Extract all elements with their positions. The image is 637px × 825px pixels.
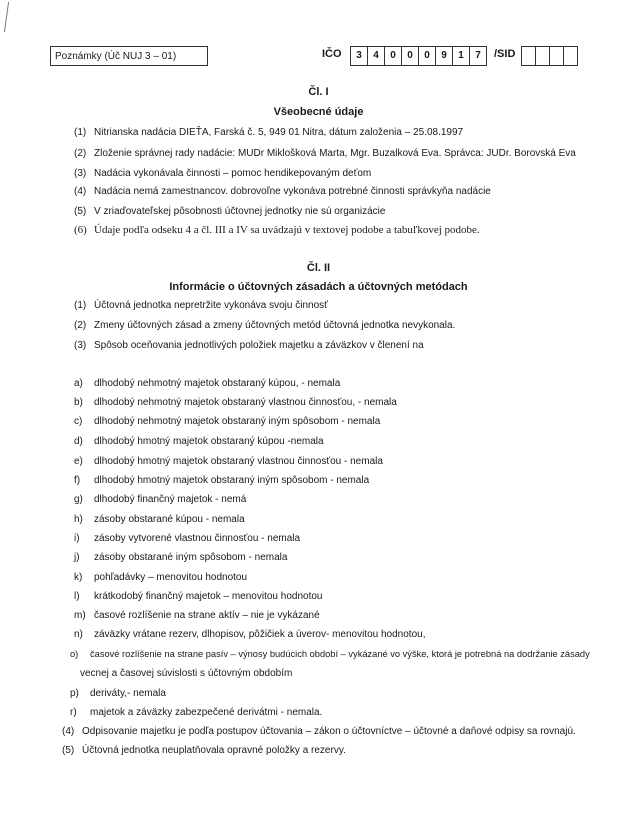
s2-item-1 bbox=[74, 300, 328, 311]
subitem-letter: e) bbox=[74, 456, 83, 467]
ico-label: IČO bbox=[322, 48, 342, 60]
s2-subitem-b bbox=[74, 397, 397, 408]
s2-subitem-j bbox=[74, 552, 287, 563]
chapter-1-heading: Čl. I bbox=[308, 86, 329, 98]
sid-cell bbox=[521, 46, 536, 66]
s2-subitem-g bbox=[74, 494, 246, 505]
subitem-text: zásoby obstarané kúpou - nemala bbox=[94, 514, 245, 525]
ico-digit: 4 bbox=[367, 46, 385, 66]
s2-item-2 bbox=[74, 320, 455, 331]
subitem-text: dlhodobý hmotný majetok obstaraný vlastnou činnosťou - nemala bbox=[94, 456, 383, 467]
s2-subitem-k bbox=[74, 572, 247, 583]
item-number: (2) bbox=[74, 148, 87, 159]
subitem-text: dlhodobý nehmotný majetok obstaraný vlastnou činnosťou, - nemala bbox=[94, 397, 397, 408]
s1-item-5 bbox=[74, 206, 385, 217]
subitem-letter: l) bbox=[74, 591, 80, 602]
subitem-letter: a) bbox=[74, 378, 83, 389]
subitem-letter: j) bbox=[74, 552, 80, 563]
ico-digit: 7 bbox=[469, 46, 487, 66]
item-number: (3) bbox=[74, 340, 87, 351]
subitem-text: deriváty,- nemala bbox=[90, 688, 166, 699]
subitem-text: časové rozlíšenie na strane pasív – výnosy budúcich období – vykázané vo výške, ktorá je potrebná na dodržanie zásady bbox=[90, 649, 590, 659]
item-text: Spôsob oceňovania jednotlivých položiek majetku a záväzkov v členení na bbox=[94, 340, 424, 351]
s1-item-1 bbox=[74, 127, 463, 138]
item-number: (3) bbox=[74, 168, 87, 179]
scan-corner-mark bbox=[4, 2, 15, 32]
subitem-text: dlhodobý nehmotný majetok obstaraný kúpou, - nemala bbox=[94, 378, 341, 389]
item-text: Zloženie správnej rady nadácie: MUDr Miklošková Marta, Mgr. Buzalková Eva. Správca: JUDr. Borovská Eva bbox=[94, 148, 576, 159]
ico-digit: 0 bbox=[401, 46, 419, 66]
subitem-text: záväzky vrátane rezerv, dlhopisov, pôžičiek a úverov- menovitou hodnotou, bbox=[94, 629, 426, 640]
subitem-text: krátkodobý finančný majetok – menovitou hodnotou bbox=[94, 591, 323, 602]
ico-cells bbox=[350, 46, 486, 66]
ico-digit: 3 bbox=[350, 46, 368, 66]
item-text: Zmeny účtovných zásad a zmeny účtovných metód účtovná jednotka nevykonala. bbox=[94, 320, 456, 331]
s2-item-4 bbox=[62, 726, 576, 737]
item-number: (5) bbox=[74, 206, 87, 217]
item-text: Nitrianska nadácia DIEŤA, Farská č. 5, 949 01 Nitra, dátum založenia – 25.08.1997 bbox=[94, 127, 464, 138]
s2-subitem-f bbox=[74, 475, 369, 486]
sid-cell bbox=[563, 46, 578, 66]
subitem-text: pohľadávky – menovitou hodnotou bbox=[94, 572, 248, 583]
item-text: Účtovná jednotka nepretržite vykonáva svoju činnosť bbox=[94, 300, 328, 311]
subitem-letter: i) bbox=[74, 533, 80, 544]
sid-label: /SID bbox=[494, 48, 516, 60]
subitem-letter: f) bbox=[74, 475, 81, 486]
s2-subitem-c bbox=[74, 416, 380, 427]
subitem-text: majetok a záväzky zabezpečené derivátmi - nemala. bbox=[90, 707, 323, 718]
item-number: (4) bbox=[74, 186, 87, 197]
s2-subitem-o-continuation bbox=[80, 668, 292, 679]
subitem-letter: r) bbox=[70, 707, 77, 718]
s2-subitem-h bbox=[74, 514, 245, 525]
s2-item-5 bbox=[62, 745, 346, 756]
form-label-box: Poznámky (Úč NUJ 3 – 01) bbox=[50, 46, 208, 66]
s2-subitem-d bbox=[74, 436, 324, 447]
sid-cell bbox=[535, 46, 550, 66]
s1-item-4 bbox=[74, 186, 491, 197]
s2-subitem-p bbox=[70, 688, 166, 699]
ico-digit: 9 bbox=[435, 46, 453, 66]
subitem-letter: g) bbox=[74, 494, 83, 505]
ico-digit: 1 bbox=[452, 46, 470, 66]
subitem-letter: h) bbox=[74, 514, 83, 525]
item-text: Odpisovanie majetku je podľa postupov účtovania – zákon o účtovníctve – účtovné a daňové odpisy sa rovnajú. bbox=[82, 726, 576, 737]
item-number: (1) bbox=[74, 300, 87, 311]
item-text: Nadácia nemá zamestnancov. dobrovoľne vykonáva potrebné činnosti správkyňa nadácie bbox=[94, 186, 491, 197]
item-number: (5) bbox=[62, 745, 75, 756]
chapter-2-title: Informácie o účtovných zásadách a účtovných metódach bbox=[169, 281, 468, 293]
s2-subitem-i bbox=[74, 533, 300, 544]
subitem-letter: k) bbox=[74, 572, 83, 583]
item-text: V zriaďovateľskej pôsobnosti účtovnej jednotky nie sú organizácie bbox=[94, 206, 386, 217]
sid-cell bbox=[549, 46, 564, 66]
subitem-text: dlhodobý finančný majetok - nemá bbox=[94, 494, 247, 505]
s2-subitem-a bbox=[74, 378, 340, 389]
s2-subitem-m bbox=[74, 610, 320, 621]
subitem-text: zásoby obstarané iným spôsobom - nemala bbox=[94, 552, 288, 563]
sid-cells bbox=[521, 46, 577, 66]
subitem-letter: m) bbox=[74, 610, 86, 621]
s1-item-6 bbox=[74, 224, 480, 236]
item-number: (2) bbox=[74, 320, 87, 331]
subitem-letter: c) bbox=[74, 416, 83, 427]
s2-subitem-r bbox=[70, 707, 322, 718]
subitem-text: dlhodobý hmotný majetok obstaraný kúpou -nemala bbox=[94, 436, 324, 447]
s2-subitem-n bbox=[74, 629, 425, 640]
s2-subitem-e bbox=[74, 456, 383, 467]
subitem-text: vecnej a časovej súvislosti s účtovným obdobím bbox=[80, 668, 293, 679]
subitem-letter: o) bbox=[70, 649, 79, 659]
item-number: (6) bbox=[74, 224, 87, 236]
item-number: (1) bbox=[74, 127, 87, 138]
ico-digit: 0 bbox=[418, 46, 436, 66]
s1-item-3 bbox=[74, 168, 371, 179]
subitem-letter: d) bbox=[74, 436, 83, 447]
item-number: (4) bbox=[62, 726, 75, 737]
subitem-letter: n) bbox=[74, 629, 83, 640]
item-text: Účtovná jednotka neuplatňovala opravné položky a rezervy. bbox=[82, 745, 346, 756]
s1-item-2 bbox=[74, 148, 576, 159]
item-text: Údaje podľa odseku 4 a čl. III a IV sa uvádzajú v textovej podobe a tabuľkovej podobe. bbox=[94, 224, 480, 236]
s2-item-3 bbox=[74, 340, 424, 351]
s2-subitem-o bbox=[70, 649, 590, 659]
subitem-text: zásoby vytvorené vlastnou činnosťou - nemala bbox=[94, 533, 301, 544]
subitem-text: dlhodobý nehmotný majetok obstaraný iným spôsobom - nemala bbox=[94, 416, 381, 427]
item-text: Nadácia vykonávala činnosti – pomoc hendikepovaným deťom bbox=[94, 168, 372, 179]
chapter-2-heading: Čl. II bbox=[306, 262, 331, 274]
subitem-letter: p) bbox=[70, 688, 79, 699]
s2-subitem-l bbox=[74, 591, 322, 602]
chapter-1-title: Všeobecné údaje bbox=[273, 106, 364, 118]
subitem-text: dlhodobý hmotný majetok obstaraný iným spôsobom - nemala bbox=[94, 475, 370, 486]
subitem-letter: b) bbox=[74, 397, 83, 408]
subitem-text: časové rozlíšenie na strane aktív – nie je vykázané bbox=[94, 610, 320, 621]
ico-digit: 0 bbox=[384, 46, 402, 66]
